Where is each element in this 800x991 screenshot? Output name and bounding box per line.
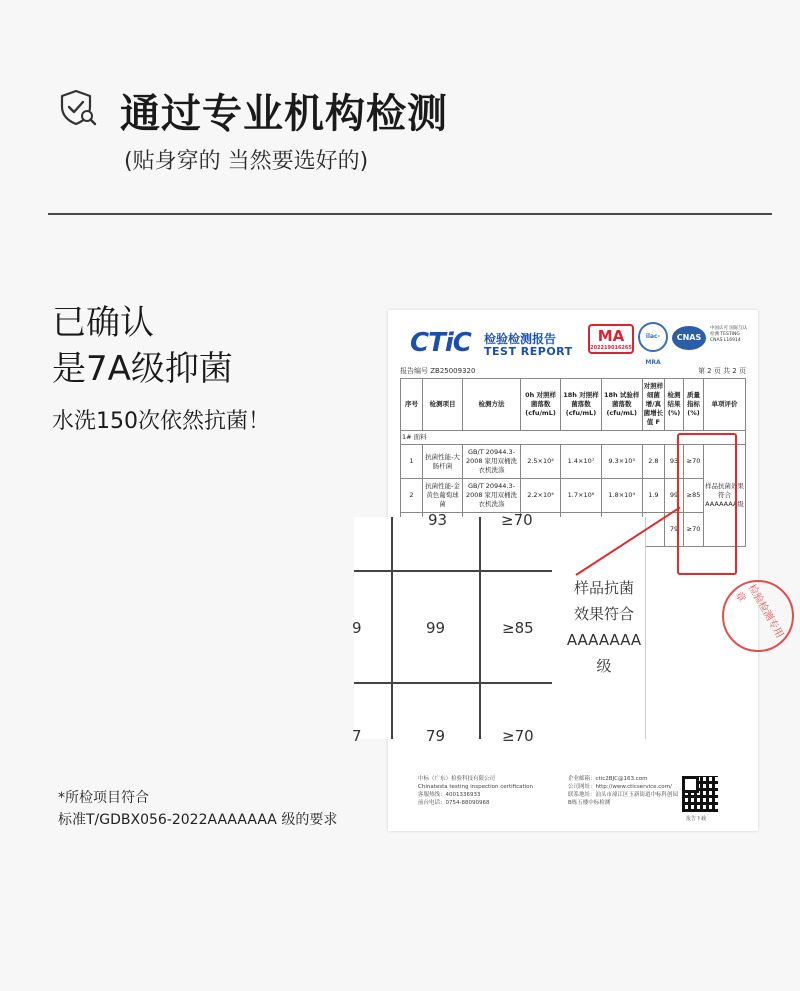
zoom-top-result: 93 — [428, 511, 448, 529]
shield-check-icon — [58, 88, 98, 128]
grid-line — [479, 517, 481, 739]
zoom-bottom-prefix: 7 — [352, 727, 362, 745]
col-header: 检测方法 — [463, 379, 521, 431]
ctic-logo: CTiC — [410, 328, 471, 358]
table-row: 1 抗菌性能-大肠杆菌 GB/T 20944.3-2008 家用双桶洗衣机洗涤 2.5×10⁴ 1.4×10⁷ 9.3×10⁵ 2.8 93 ≥70 样品抗菌效果符合AAAAAAA级 — [401, 445, 746, 479]
report-title-cn: 检验检测报告 — [484, 332, 557, 346]
report-title-en: TEST REPORT — [484, 345, 573, 358]
footnote — [58, 787, 337, 831]
official-stamp: 检验检测专用章 — [722, 580, 794, 652]
zoom-top-index: ≥70 — [501, 511, 533, 529]
divider — [48, 213, 772, 215]
zoom-mid-prefix: 9 — [352, 619, 362, 637]
report-page: 第 2 页 共 2 页 — [697, 367, 746, 375]
table-group-row: 1# 面料 — [401, 431, 746, 445]
cma-mark: MA 202219016265 — [588, 324, 634, 354]
footer-left: 中标（广东）检验科技有限公司 Chinatesta testing inspection certification 客服热线：4001336933 前台电话：0754-88090968 — [418, 776, 534, 806]
zoom-evaluation: 样品抗菌 效果符合 AAAAAAA 级 — [566, 579, 642, 675]
col-header: 对照样细菌增/真菌增长值 F — [642, 379, 665, 431]
table-row: 2 抗菌性能-金黄色葡萄球菌 GB/T 20944.3-2008 家用双桶洗衣机洗涤 2.2×10⁴ 1.7×10⁶ 1.8×10⁴ 1.9 99 ≥85 — [401, 479, 746, 513]
page-title: 通过专业机构检测 — [120, 91, 448, 137]
zoom-mid-result: 99 — [426, 619, 446, 637]
claim-line-3: 水洗150次依然抗菌！ — [52, 409, 270, 434]
col-header: 检测项目 — [423, 379, 463, 431]
grid-line — [391, 517, 393, 739]
ilac-mra-seal: ilac-MRA — [638, 322, 668, 352]
col-header: 序号 — [401, 379, 423, 431]
page-subtitle: (贴身穿的 当然要选好的) — [124, 149, 369, 174]
grid-line — [354, 570, 552, 572]
report-number: 报告编号 ZB25009320 — [400, 367, 476, 375]
cnas-text: 中国认可 国际互认 检测 TESTING CNAS L16914 — [710, 326, 748, 343]
footnote-line-1: *所检项目符合 — [58, 790, 149, 806]
table-header-row — [401, 379, 746, 431]
cnas-logo: CNAS — [672, 326, 706, 350]
col-header: 质量指标(%) — [683, 379, 703, 431]
highlight-box — [677, 433, 737, 575]
zoom-mid-index: ≥85 — [502, 619, 534, 637]
grid-line — [354, 682, 552, 684]
footer-right: 企业邮箱：ctic2BJC@163.com 公司网址：http://www.cticservice.com/ 联系地址：汕头市濠江区玉新街道中标科创园 B栋五楼中标检测 — [568, 776, 679, 806]
col-header: 18h 对照样菌落数(cfu/mL) — [561, 379, 602, 431]
zoom-bottom-result: 79 — [426, 727, 446, 745]
col-header: 单项评价 — [704, 379, 746, 431]
report-header — [388, 310, 758, 366]
qr-label: 报告下载 — [686, 816, 707, 822]
zoom-detail — [352, 511, 646, 745]
footnote-line-2: 标准T/GDBX056-2022AAAAAAA 级的要求 — [58, 812, 338, 828]
col-header: 0h 对照样菌落数(cfu/mL) — [521, 379, 561, 431]
zoom-bottom-index: ≥70 — [502, 727, 534, 745]
report-meta — [400, 366, 746, 376]
qr-code — [682, 776, 718, 812]
table-row: 79 ≥70 — [401, 513, 746, 547]
claim-line-2: 是7A级抑菌 — [52, 349, 233, 389]
claim-line-1: 已确认 — [52, 303, 154, 343]
claim-block — [52, 300, 270, 435]
col-header: 18h 试验样菌落数(cfu/mL) — [601, 379, 642, 431]
col-header: 检测结果(%) — [665, 379, 684, 431]
